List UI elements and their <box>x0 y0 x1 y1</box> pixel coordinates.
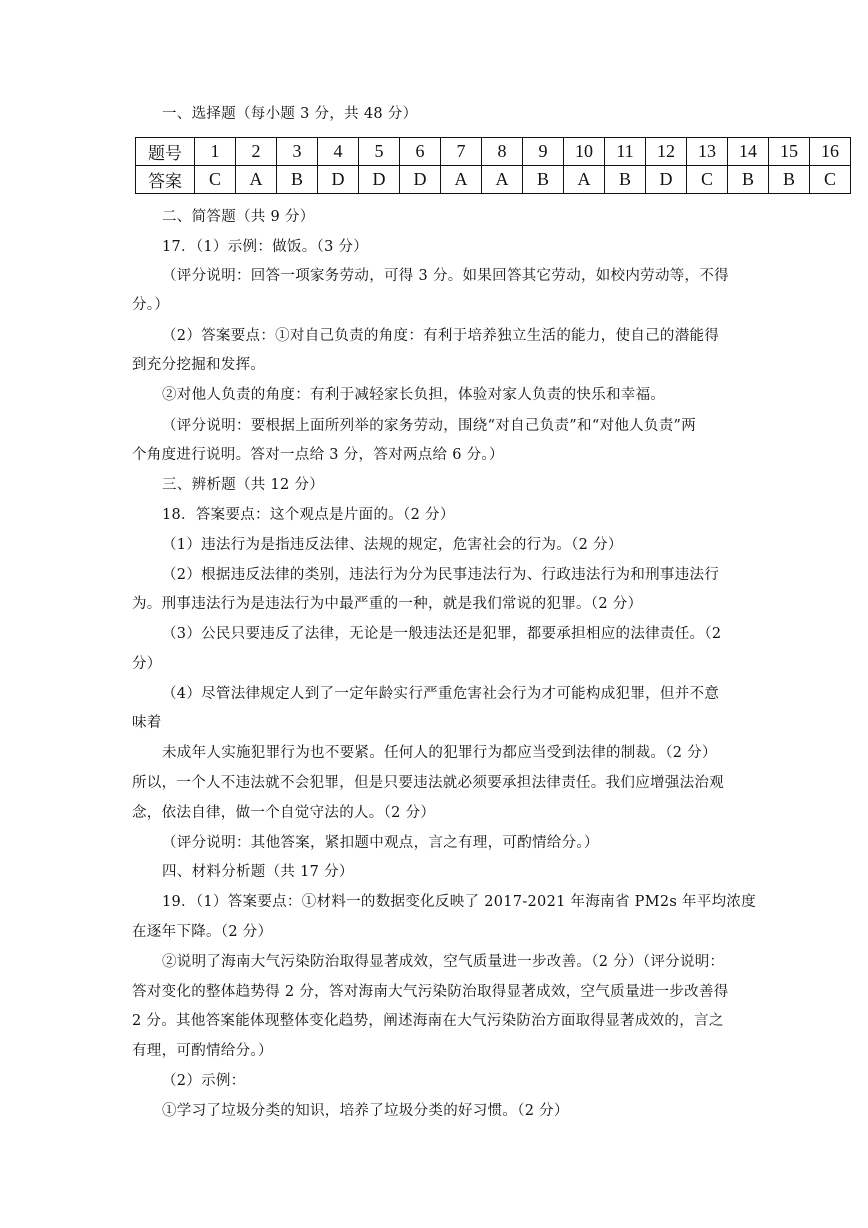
question-number-row <box>136 138 851 166</box>
text-line: ①学习了垃圾分类的知识，培养了垃圾分类的好习惯。（2 分） <box>162 1103 569 1119</box>
text-line: （2）答案要点：①对自己负责的角度：有利于培养独立生活的能力，使自己的潜能得 <box>162 328 720 344</box>
question-number: 1 <box>195 138 236 166</box>
text-line: 在逐年下降。（2 分） <box>132 924 273 940</box>
question-number: 13 <box>687 138 728 166</box>
answer-table <box>135 137 851 194</box>
question-number: 4 <box>318 138 359 166</box>
answer-cell: D <box>400 166 441 194</box>
question-number: 7 <box>441 138 482 166</box>
answer-cell: D <box>646 166 687 194</box>
text-line: 个角度进行说明。答对一点给 3 分，答对两点给 6 分。） <box>132 447 504 463</box>
text-line: 18．答案要点：这个观点是片面的。（2 分） <box>162 507 455 523</box>
answer-cell: C <box>195 166 236 194</box>
question-number: 8 <box>482 138 523 166</box>
row-label: 题号 <box>136 138 195 166</box>
text-line: （2）示例： <box>162 1073 246 1089</box>
answer-cell: A <box>564 166 605 194</box>
answer-cell: B <box>605 166 646 194</box>
text-line: （3）公民只要违反了法律，无论是一般违法还是犯罪，都要承担相应的法律责任。（2 <box>162 626 722 642</box>
text-line: 19．（1）答案要点：①材料一的数据变化反映了 2017-2021 年海南省 PM2s 年平均浓度 <box>162 894 757 910</box>
answer-cell: D <box>359 166 400 194</box>
question-number: 12 <box>646 138 687 166</box>
text-line: （评分说明：其他答案，紧扣题中观点，言之有理，可酌情给分。） <box>162 835 599 851</box>
text-line: 分） <box>132 656 162 672</box>
text-line: 分。） <box>132 297 170 313</box>
question-number: 9 <box>523 138 564 166</box>
text-line: 所以，一个人不违法就不会犯罪，但是只要违法就必须要承担法律责任。我们应增强法治观 <box>132 775 724 791</box>
text-line: （评分说明：回答一项家务劳动，可得 3 分。如果回答其它劳动，如校内劳动等，不得 <box>162 268 729 284</box>
text-line: 味着 <box>132 715 162 731</box>
question-number: 15 <box>769 138 810 166</box>
section-heading-analysis: 三、辨析题（共 12 分） <box>162 477 325 493</box>
question-number: 14 <box>728 138 769 166</box>
text-line: （评分说明：要根据上面所列举的家务劳动，围绕“对自己负责”和“对他人负责”两 <box>162 418 697 434</box>
question-number: 10 <box>564 138 605 166</box>
row-label: 答案 <box>136 166 195 194</box>
question-number: 2 <box>236 138 277 166</box>
answer-cell: A <box>441 166 482 194</box>
text-line: 念，依法自律，做一个自觉守法的人。（2 分） <box>132 805 436 821</box>
answer-cell: B <box>769 166 810 194</box>
section-heading-material: 四、材料分析题（共 17 分） <box>162 864 354 880</box>
text-line: 答对变化的整体趋势得 2 分，答对海南大气污染防治取得显著成效，空气质量进一步改善得 <box>132 984 729 1000</box>
answer-cell: C <box>810 166 851 194</box>
text-line: 17．（1）示例：做饭。（3 分） <box>162 239 369 255</box>
answer-cell: A <box>236 166 277 194</box>
text-line: 为。刑事违法行为是违法行为中最严重的一种，就是我们常说的犯罪。（2 分） <box>132 596 643 612</box>
section-heading-short-answer: 二、简答题（共 9 分） <box>162 209 315 225</box>
text-line: （2）根据违反法律的类别，违法行为分为民事违法行为、行政违法行为和刑事违法行 <box>162 567 720 583</box>
text-line: ②说明了海南大气污染防治取得显著成效，空气质量进一步改善。（2 分）（评分说明： <box>162 954 725 970</box>
question-number: 6 <box>400 138 441 166</box>
text-line: 有理，可酌情给分。） <box>132 1043 273 1059</box>
question-number: 5 <box>359 138 400 166</box>
answer-cell: B <box>728 166 769 194</box>
answer-cell: B <box>523 166 564 194</box>
question-number: 3 <box>277 138 318 166</box>
text-line: （1）违法行为是指违反法律、法规的规定，危害社会的行为。（2 分） <box>162 537 623 553</box>
text-line: 未成年人实施犯罪行为也不要紧。任何人的犯罪行为都应当受到法律的制裁。（2 分） <box>162 745 717 761</box>
answer-cell: A <box>482 166 523 194</box>
question-number: 16 <box>810 138 851 166</box>
text-line: 到充分挖掘和发挥。 <box>132 357 266 373</box>
question-number: 11 <box>605 138 646 166</box>
text-line: 2 分。其他答案能体现整体变化趋势，阐述海南在大气污染防治方面取得显著成效的，言之 <box>132 1013 724 1029</box>
section-heading-choice: 一、选择题（每小题 3 分，共 48 分） <box>162 106 418 122</box>
answer-row <box>136 166 851 194</box>
answer-cell: C <box>687 166 728 194</box>
text-line: ②对他人负责的角度：有利于减轻家长负担，体验对家人负责的快乐和幸福。 <box>162 387 666 403</box>
text-line: （4）尽管法律规定人到了一定年龄实行严重危害社会行为才可能构成犯罪，但并不意 <box>162 686 720 702</box>
answer-cell: D <box>318 166 359 194</box>
answer-cell: B <box>277 166 318 194</box>
